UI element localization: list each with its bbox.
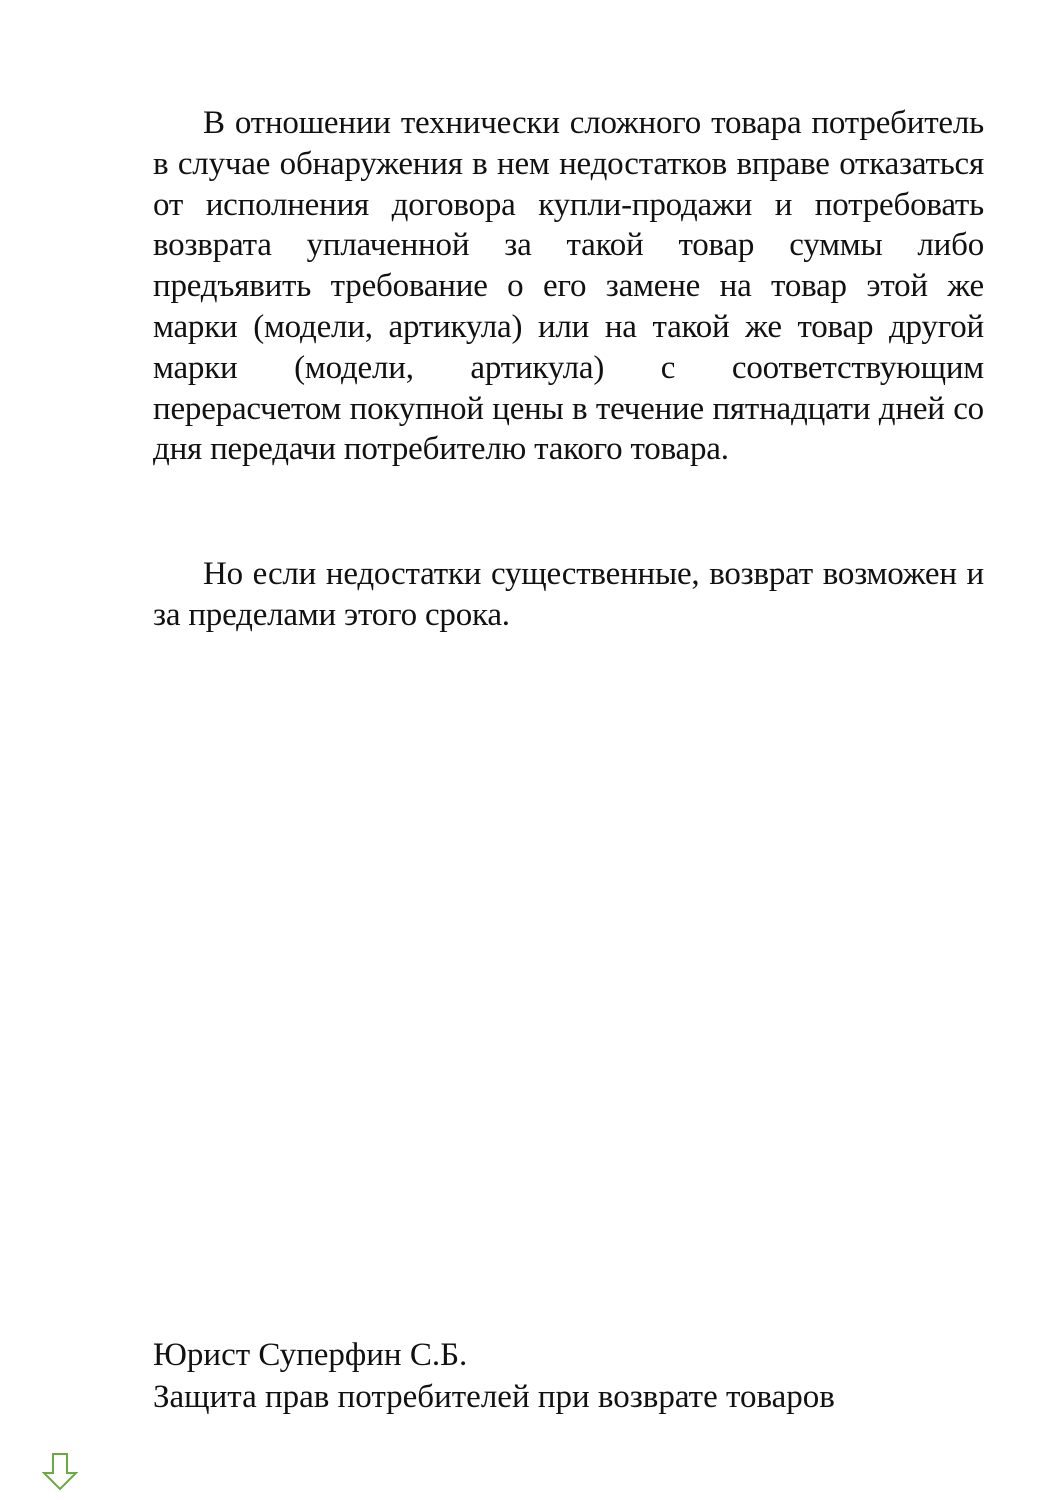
footer-author: Юрист Суперфин С.Б. xyxy=(153,1337,468,1373)
document-footer xyxy=(153,1334,835,1418)
next-page-button[interactable] xyxy=(40,1452,80,1492)
footer-title: Защита прав потребителей при возврате товаров xyxy=(153,1379,835,1415)
paragraph-significant-defects: Но если недостатки существенные, возврат возможен и за пределами этого срока. xyxy=(153,556,984,633)
paragraph-technically-complex-goods: В отношении технически сложного товара потребитель в случае обнаружения в нем недостатков вправе отказаться от исполнения договора купли-продажи и потребовать возврата уплаченной за такой товар суммы либо предъявить требование о его замене на товар этой же марки (модели, артикула) или на такой же товар другой марки (модели, артикула) с соответствующим перерасчетом покупной цены в течение пятнадцати дней со дня передачи потребителю такого товара. xyxy=(153,105,984,468)
down-arrow-icon xyxy=(40,1452,80,1492)
